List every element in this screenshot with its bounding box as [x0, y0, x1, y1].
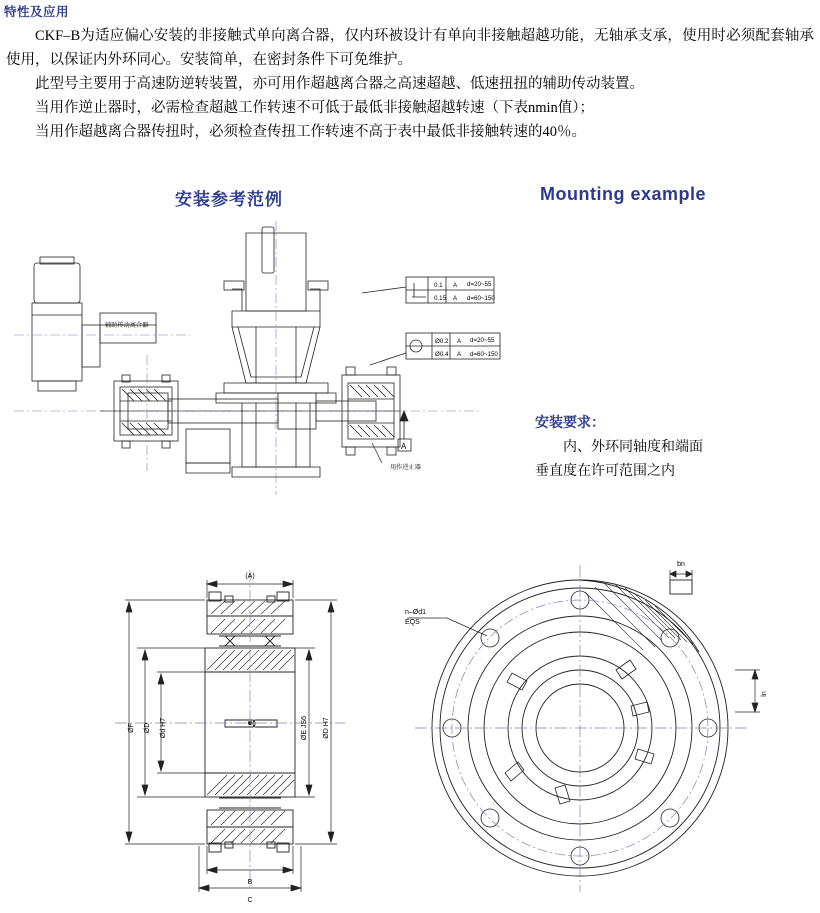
- mounting-title-en: Mounting example: [540, 184, 707, 204]
- dim-label-diaD: ØD: [144, 722, 151, 734]
- mounting-requirement-title: 安装要求：: [535, 414, 605, 430]
- mounting-requirement-line1: 内、外环同轴度和端面: [563, 440, 703, 455]
- tolerance-conc-range-1: d=20~55: [470, 337, 495, 344]
- intro-paragraph-3: 当用作逆止器时，必需检查超越工作转速不可低于最低非接触超越转速（下表nmin值）；: [35, 100, 595, 116]
- page-title: 特性及应用: [4, 5, 70, 19]
- tolerance-conc-value-1: Ø0.2: [435, 338, 449, 345]
- backstop-label: 用作逆止器: [390, 464, 421, 471]
- tolerance-conc-datum-2: A: [457, 351, 462, 358]
- tolerance-conc-range-2: d=60~150: [470, 351, 498, 358]
- tolerance-flat-value-2: 0.15: [434, 295, 447, 302]
- tolerance-conc-datum-1: A: [457, 338, 462, 345]
- dim-label-diaEJS6: ØE JS6: [301, 715, 308, 741]
- mounting-title-cn: 安装参考范例: [175, 190, 283, 209]
- tolerance-flat-value-1: 0.1: [434, 282, 443, 289]
- dim-label-C: C: [247, 897, 253, 904]
- dim-label-diaF: ØF: [128, 723, 135, 733]
- tolerance-flat-datum-1: A: [453, 282, 458, 289]
- section-drawings: [95, 540, 810, 905]
- dim-label-B: B: [247, 879, 253, 886]
- mounting-requirement-line2: 垂直度在许可范围之内: [535, 464, 675, 479]
- intro-paragraph-2: 此型号主要用于高速防逆转装置，亦可用作超越离合器之高速超越、低速扭扭的辅助传动装置。: [35, 76, 644, 92]
- dim-label-ln: ln: [761, 691, 768, 697]
- tolerance-flat-range-1: d=20~55: [467, 281, 492, 288]
- dim-label-bn: bn: [677, 561, 685, 568]
- mounting-requirement-body: [535, 436, 785, 484]
- intro-paragraph-1: CKF–B为适应偏心安装的非接触式单向离合器，仅内环被设计有单向非接触超越功能，无轴承支承，使用时必须配套轴承使用，以保证内外环同心。安装简单，在密封条件下可免维护。: [6, 28, 814, 68]
- intro-paragraph-4: 当用作超越离合器传扭时，必须检查传扭工作转速不高于表中最低非接触转速的40％。: [35, 124, 586, 140]
- tolerance-flat-datum-2: A: [453, 295, 458, 302]
- mounting-example-drawing: [10, 215, 530, 505]
- datum-label-a: A: [401, 442, 407, 451]
- tolerance-flat-range-2: d=60~150: [467, 295, 495, 302]
- aux-clutch-label: 辅助传动离合器: [105, 322, 149, 329]
- dim-label-diaDH7: ØD H7: [323, 717, 330, 739]
- tolerance-conc-value-2: Ø0.4: [435, 351, 449, 358]
- intro-text-block: [6, 24, 814, 144]
- dim-label-diadH7: Ød H7: [160, 717, 167, 739]
- holes-eqs-label: EQS: [405, 619, 420, 626]
- dim-label-A: (A): [245, 573, 255, 580]
- holes-label: n–Ød1: [405, 609, 427, 616]
